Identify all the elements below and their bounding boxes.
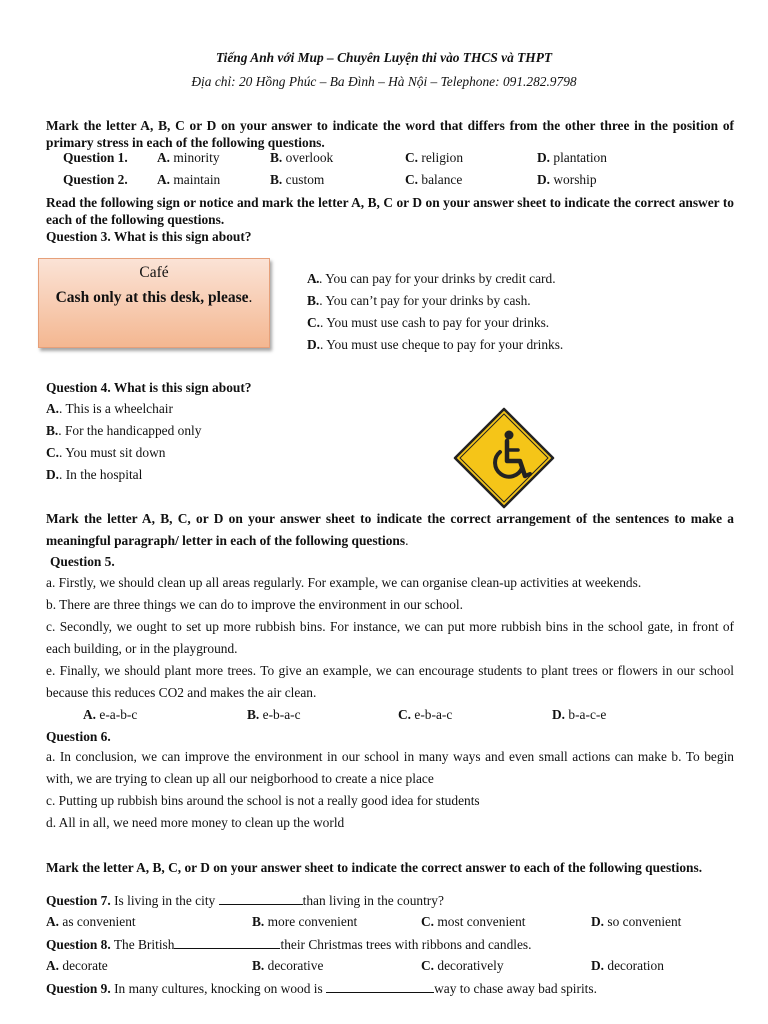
q9-blank xyxy=(326,980,434,993)
q8-option-b: B. decorative xyxy=(252,958,324,973)
q2-option-a: A. maintain xyxy=(157,172,221,187)
q7-option-a: A. as convenient xyxy=(46,914,136,929)
q4-option-a: A.. This is a wheelchair xyxy=(46,401,173,416)
q2-option-c: C. balance xyxy=(405,172,463,187)
wheelchair-sign-icon xyxy=(452,406,556,510)
q6-sentence-a: a. In conclusion, we can improve the environment in our school in many ways and even small actions can make b. To begin with, we are trying to clean up all our neigborhood to create a nice place xyxy=(46,749,734,786)
q3-option-d: D.. You must use cheque to pay for your drinks. xyxy=(307,337,564,352)
section1-instruction: Mark the letter A, B, C or D on your answer to indicate the word that differs from the other three in the position of primary stress in each of the following questions. xyxy=(46,118,734,150)
q5-sentence-a: a. Firstly, we should clean up all areas regularly. For example, we can organise clean-up activities at weekends. xyxy=(46,575,642,590)
header-address: Địa chỉ: 20 Hồng Phúc – Ba Đình – Hà Nội – Telephone: 091.282.9798 xyxy=(191,74,577,89)
cafe-sign-text: Cash only at this desk, please. xyxy=(55,289,253,306)
q7-option-b: B. more convenient xyxy=(252,914,358,929)
header-title: Tiếng Anh với Mup – Chuyên Luyện thi vào THCS và THPT xyxy=(215,50,553,65)
q3-option-a-text: . You can pay for your drinks by credit card. xyxy=(319,271,556,286)
q3-option-b: B.. You can’t pay for your drinks by cash. xyxy=(307,293,531,308)
q8-option-c: C. decoratively xyxy=(421,958,504,973)
cafe-sign-title: Café xyxy=(139,264,169,281)
q7-blank xyxy=(219,892,303,905)
q4-option-c: C.. You must sit down xyxy=(46,445,166,460)
q4-option-d: D.. In the hospital xyxy=(46,467,143,482)
question-4-label: Question 4. What is this sign about? xyxy=(46,380,252,395)
q5-option-d: D. b-a-c-e xyxy=(552,707,607,722)
q4-option-b: B.. For the handicapped only xyxy=(46,423,202,438)
cafe-sign xyxy=(38,258,270,348)
q2-option-d: D. worship xyxy=(537,172,597,187)
q3-option-a: A.. You can pay for your drinks by credit card. xyxy=(307,271,556,286)
q6-sentence-d: d. All in all, we need more money to clean up the world xyxy=(46,815,345,830)
question-2-label: Question 2. xyxy=(63,172,128,187)
question-5-label: Question 5. xyxy=(50,554,115,569)
q1-option-c: C. religion xyxy=(405,150,464,165)
q7-option-c: C. most convenient xyxy=(421,914,526,929)
q8-option-d: D. decoration xyxy=(591,958,664,973)
q5-sentence-b: b. There are three things we can do to improve the environment in our school. xyxy=(46,597,463,612)
question-9: Question 9. In many cultures, knocking on wood is way to chase away bad spirits. xyxy=(46,981,597,996)
q5-option-a: A. e-a-b-c xyxy=(83,707,138,722)
question-1-label: Question 1. xyxy=(63,150,128,165)
section4-instruction: Mark the letter A, B, C, or D on your answer sheet to indicate the correct answer to each of the following questions. xyxy=(46,860,703,875)
section2-instruction: Read the following sign or notice and mark the letter A, B, C or D on your answer sheet to indicate the correct answer to each of the following questions. xyxy=(46,195,734,227)
q8-blank xyxy=(174,936,280,949)
q5-option-c: C. e-b-a-c xyxy=(398,707,453,722)
q7-option-d: D. so convenient xyxy=(591,914,682,929)
q1-option-b: B. overlook xyxy=(270,150,334,165)
question-7: Question 7. Is living in the city than living in the country? xyxy=(46,893,444,908)
q1-option-a: A. minority xyxy=(157,150,220,165)
question-8: Question 8. The British their Christmas trees with ribbons and candles. xyxy=(46,937,532,952)
q5-sentence-c: c. Secondly, we ought to set up more rubbish bins. For instance, we can put more rubbish bins in the school gate, in front of each building, or in the playground. xyxy=(46,619,734,656)
question-3-label: Question 3. What is this sign about? xyxy=(46,229,252,244)
q8-option-a: A. decorate xyxy=(46,958,108,973)
q6-sentence-c: c. Putting up rubbish bins around the school is not a really good idea for students xyxy=(46,793,480,808)
q3-option-c: C.. You must use cash to pay for your drinks. xyxy=(307,315,550,330)
q5-option-b: B. e-b-a-c xyxy=(247,707,301,722)
q1-option-d: D. plantation xyxy=(537,150,607,165)
section3-instruction: Mark the letter A, B, C, or D on your answer sheet to indicate the correct arrangement of the sentences to make a meaningful paragraph/ letter in each of the following questions. xyxy=(46,511,734,548)
question-6-label: Question 6. xyxy=(46,729,111,744)
q2-option-b: B. custom xyxy=(270,172,325,187)
q5-sentence-e: e. Finally, we should plant more trees. To give an example, we can encourage students to plant trees or flowers in our school because this reduces CO2 and makes the air clean. xyxy=(46,663,734,700)
